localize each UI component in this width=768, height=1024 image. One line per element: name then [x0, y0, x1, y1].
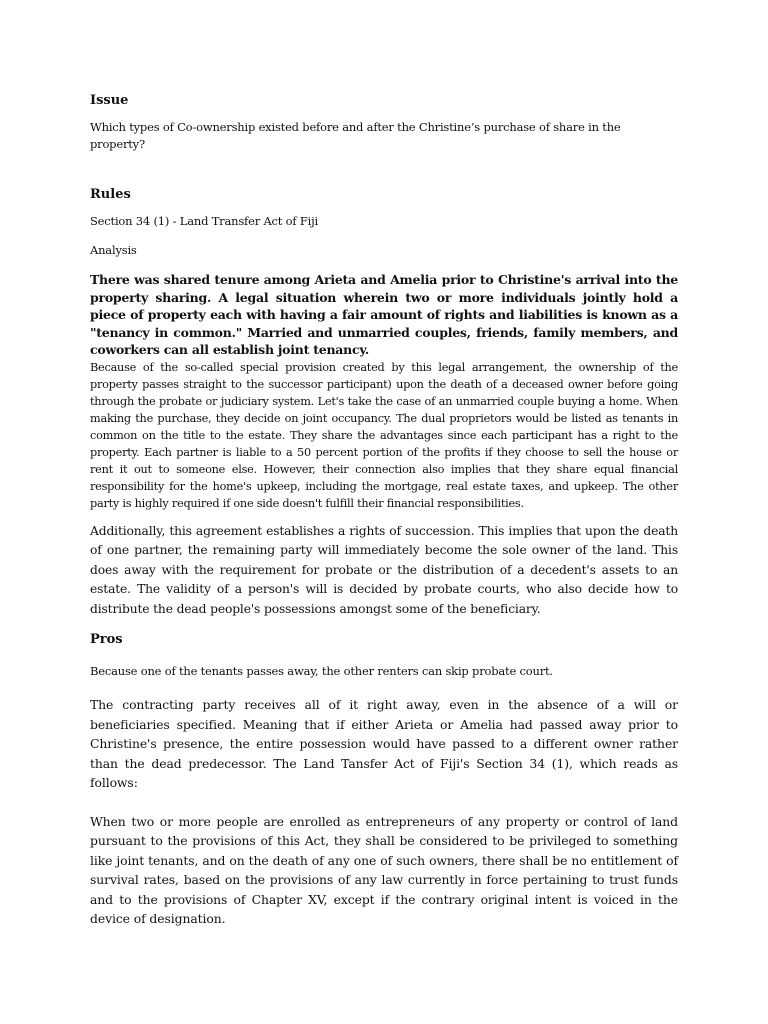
succession-paragraph: Additionally, this agreement establishes a rights of succession. This implies that upon the death of one partner, the remaining party will immediately become the sole owner of the land. This does away with the requirement for probate or the distribution of a decedent's assets to an estate. The validity of a person's will is decided by probate courts, who also decide how to distribute the dead people's possessions amongst some of the beneficiary. [90, 523, 678, 616]
pros-point: Because one of the tenants passes away, the other renters can skip probate court. [90, 664, 553, 678]
analysis-bold-paragraph: There was shared tenure among Arieta and Amelia prior to Christine's arrival into the property sharing. A legal situation wherein two or more individuals jointly hold a piece of property each with having a fair amount of rights and liabilities is known as a "tenancy in common." Married and unmarried couples, friends, family members, and coworkers can all establish joint tenancy. [90, 272, 678, 357]
document-page [90, 92, 678, 929]
analysis-body-paragraph: Because of the so-called special provision created by this legal arrangement, the ownership of the property passes straight to the successor participant) upon the death of a deceased owner before going through the probate or judiciary system. Let's take the case of an unmarried couple buying a home. When making the purchase, they decide on joint occupancy. The dual proprietors would be listed as tenants in common on the title to the estate. They share the advantages since each participant has a right to the property. Each partner is liable to a 50 percent portion of the profits if they choose to sell the house or rent it out to someone else. However, their connection also implies that they share equal financial responsibility for the home's upkeep, including the mortgage, real estate taxes, and upkeep. The other party is highly required if one side doesn't fulfill their financial responsibilities. [90, 360, 678, 510]
contracting-paragraph: The contracting party receives all of it right away, even in the absence of a will or beneficiaries specified. Meaning that if either Arieta or Amelia had passed away prior to Christine's presence, the entire possession would have passed to a different owner rather than the dead predecessor. The Land Tansfer Act of Fiji's Section 34 (1), which reads as follows: [90, 697, 678, 790]
rules-section: Section 34 (1) - Land Transfer Act of Fiji [90, 214, 319, 228]
issue-question: Which types of Co-ownership existed before and after the Christine’s purchase of share in the property? [90, 120, 621, 151]
issue-heading: Issue [90, 93, 129, 108]
quote-paragraph: When two or more people are enrolled as entrepreneurs of any property or control of land pursuant to the provisions of this Act, they shall be considered to be privileged to something like joint tenants, and on the death of any one of such owners, there shall be no entitlement of survival rates, based on the provisions of any law currently in force pertaining to trust funds and to the provisions of Chapter XV, except if the contrary original intent is voiced in the device of designation. [90, 813, 678, 926]
pros-heading: Pros [90, 632, 123, 647]
analysis-label: Analysis [90, 243, 137, 257]
rules-heading: Rules [90, 187, 131, 202]
